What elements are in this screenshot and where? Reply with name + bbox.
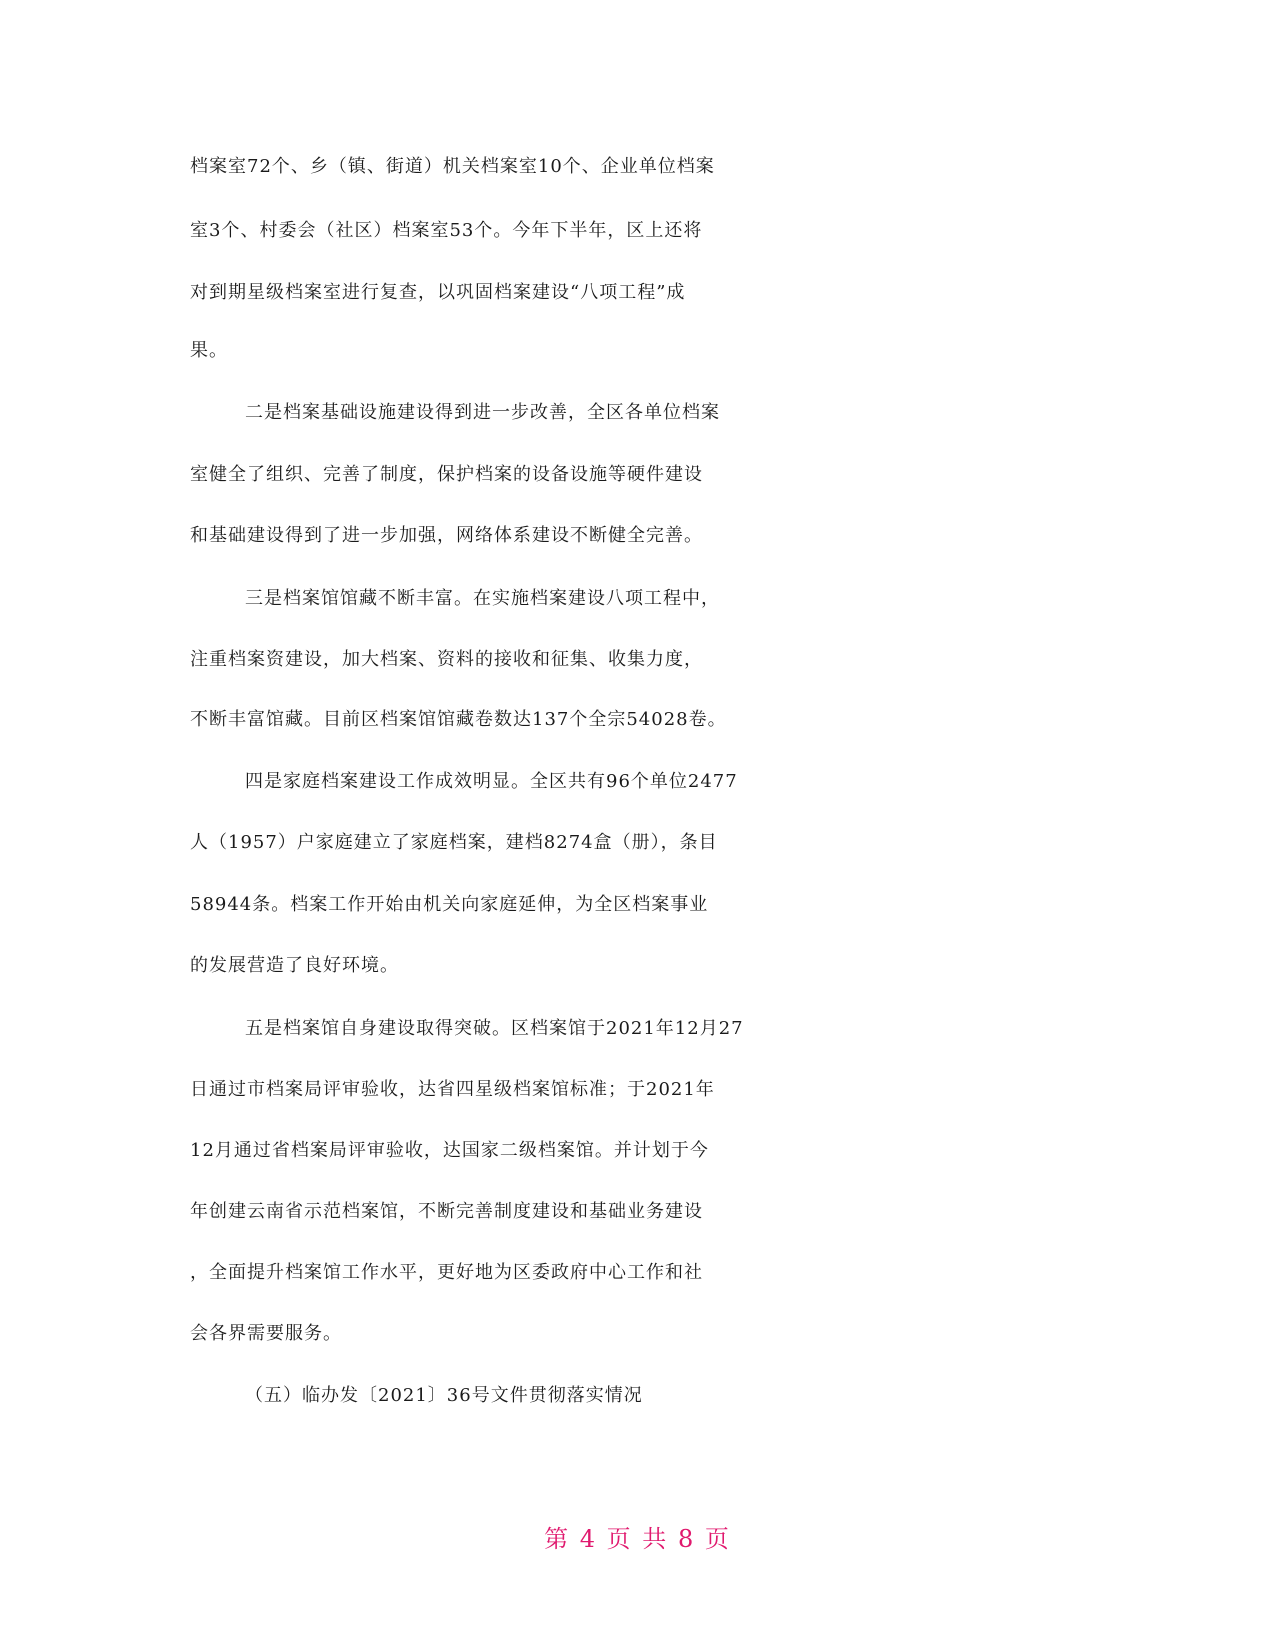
paragraph-4-first-line: 四是家庭档案建设工作成效明显。全区共有96个单位2477 — [245, 771, 738, 792]
text-line: 58944条。档案工作开始由机关向家庭延伸，为全区档案事业 — [190, 894, 709, 915]
text-line: 注重档案资建设，加大档案、资料的接收和征集、收集力度， — [190, 649, 703, 670]
text-line: 人（1957）户家庭建立了家庭档案，建档8274盒（册），条目 — [190, 832, 718, 853]
text-line: 的发展营造了良好环境。 — [190, 955, 399, 976]
text-line: 果。 — [190, 340, 228, 361]
text-line: 对到期星级档案室进行复查，以巩固档案建设“八项工程”成 — [190, 282, 686, 303]
text-line: 室3个、村委会（社区）档案室53个。今年下半年，区上还将 — [190, 220, 703, 241]
text-line: 会各界需要服务。 — [190, 1323, 342, 1344]
paragraph-3-first-line: 三是档案馆馆藏不断丰富。在实施档案建设八项工程中， — [245, 588, 720, 609]
text-line: 不断丰富馆藏。目前区档案馆馆藏卷数达137个全宗54028卷。 — [190, 709, 727, 730]
text-line: 室健全了组织、完善了制度，保护档案的设备设施等硬件建设 — [190, 464, 703, 485]
section-heading: （五）临办发〔2021〕36号文件贯彻落实情况 — [245, 1385, 643, 1406]
page-number-footer: 第 4 页 共 8 页 — [544, 1525, 731, 1553]
text-line: 日通过市档案局评审验收，达省四星级档案馆标准；于2021年 — [190, 1079, 715, 1100]
text-line: 年创建云南省示范档案馆，不断完善制度建设和基础业务建设 — [190, 1201, 703, 1222]
paragraph-5-first-line: 五是档案馆自身建设取得突破。区档案馆于2021年12月27 — [245, 1018, 744, 1039]
paragraph-2-first-line: 二是档案基础设施建设得到进一步改善，全区各单位档案 — [245, 402, 720, 423]
text-line: 和基础建设得到了进一步加强，网络体系建设不断健全完善。 — [190, 525, 703, 546]
text-line: 12月通过省档案局评审验收，达国家二级档案馆。并计划于今 — [190, 1140, 709, 1161]
text-line: ，全面提升档案馆工作水平，更好地为区委政府中心工作和社 — [190, 1262, 703, 1283]
text-line: 档案室72个、乡（镇、街道）机关档案室10个、企业单位档案 — [190, 156, 715, 177]
